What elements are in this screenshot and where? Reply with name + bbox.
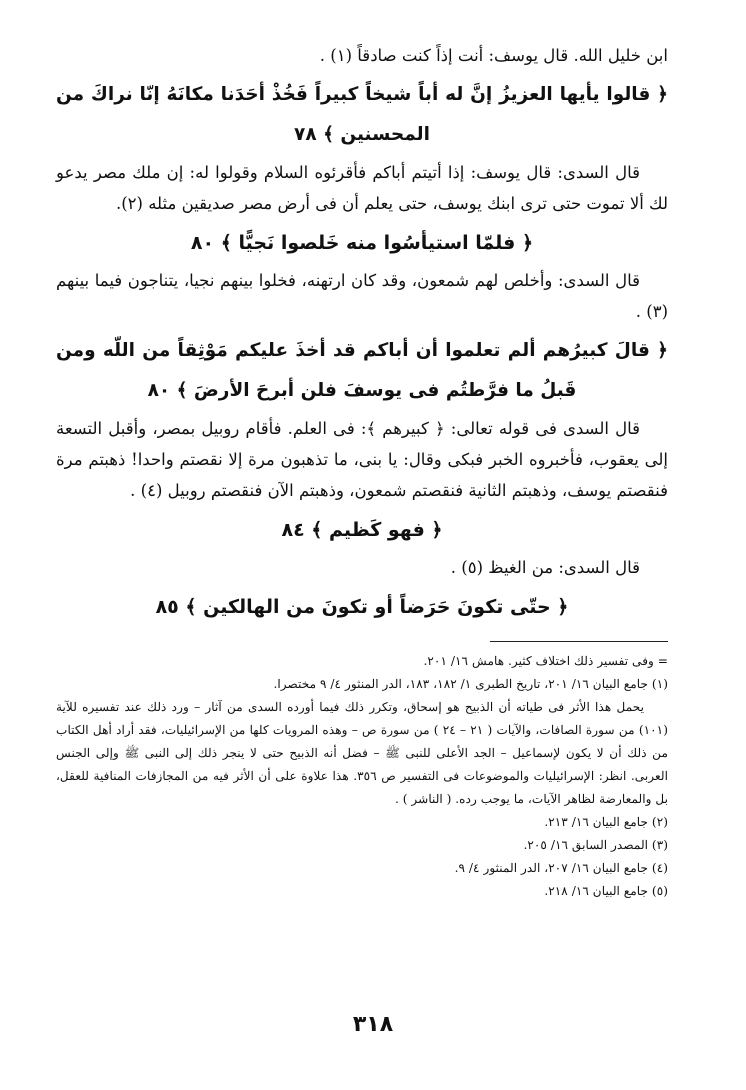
quran-verse-80b: ﴿ قالَ كبيرُهم ألم تعلموا أن أباكم قد أخذَ عليكم مَوْثِقاً من اللّه ومن قَبلُ ما فرَّطتُم فى يوسفَ فلن أبرحَ الأرضَ ﴾ ٨٠ xyxy=(56,340,668,401)
footnote-2: (٢) جامع البيان ١٦/ ٢١٣. xyxy=(544,815,668,829)
quran-verse-84: ﴿ فهو كَظيم ﴾ ٨٤ xyxy=(281,519,443,541)
paragraph-2: قال السدى: قال يوسف: إذا أتيتم أباكم فأقرئوه السلام وقولوا له: إن ملك مصر يدعو لك ألا تموت حتى ترى ابنك يوسف، حتى يعلم أن فى أرض مصر صديقين مثله (٢). xyxy=(56,163,668,213)
quran-verse-78: ﴿ قالوا يأيها العزيزُ إنَّ له أباً شيخاً كبيراً فَخُذْ أحَدَنا مكانَهُ إنّا نراكَ من المحسنين ﴾ ٧٨ xyxy=(56,84,668,145)
footnote-1: (١) جامع البيان ١٦/ ٢٠١، تاريخ الطبرى ١/ ١٨٢، ١٨٣، الدر المنثور ٤/ ٩ مختصرا. xyxy=(273,677,668,691)
footnotes xyxy=(56,650,668,903)
footnote-divider xyxy=(490,641,668,642)
paragraph-3: قال السدى: وأخلص لهم شمعون، وقد كان ارتهنه، فخلوا بينهم نجيا، يتناجون فيما بينهم (٣) . xyxy=(56,271,668,321)
page-content xyxy=(56,40,668,903)
footnote-3: (٣) المصدر السابق ١٦/ ٢٠٥. xyxy=(523,838,668,852)
footnote-carry: = وفى تفسير ذلك اختلاف كثير. هامش ١٦/ ٢٠١. xyxy=(423,654,668,668)
page-number: ٣١٨ xyxy=(352,1012,394,1037)
quran-verse-80a: ﴿ فلمّا استيأسُوا منه خَلصوا نَجيًّا ﴾ ٨٠ xyxy=(190,232,534,254)
footnote-5: (٥) جامع البيان ١٦/ ٢١٨. xyxy=(544,884,668,898)
quran-verse-85: ﴿ حتّى تكونَ حَرَضاً أو تكونَ من الهالكين ﴾ ٨٥ xyxy=(155,596,569,618)
footnote-1-publisher-note: يحمل هذا الأثر فى طياته أن الذبيح هو إسحاق، وتكرر ذلك فيما أورده السدى من آثار – ورد ذلك عند تفسيره للآية (١٠١) من سورة الصافات، والآيات ( ٢١ – ٢٤ ) من سورة ص – وهذه المرويات كلها من الإسرائيليات، فقد أراد أهل الكتاب من ذلك أن لا يكون لإسماعيل – الجد الأعلى للنبى ﷺ – فضل أنه الذبيح حتى لا ينجر ذلك إلى النبى ﷺ وإلى الجنس العربى. انظر: الإسرائيليات والموضوعات فى التفسير ص ٣٥٦. هذا علاوة على أن الأثر فيه من المجازفات المنافية للعقل، بل والمعارضة لظاهر الآيات، ما يوجب رده. ( الناشر ) . xyxy=(56,700,668,806)
paragraph-4: قال السدى فى قوله تعالى: ﴿ كبيرهم ﴾: فى العلم. فأقام روبيل بمصر، وأقبل التسعة إلى يعقوب، فأخبروه الخبر فبكى وقال: يا بنى، ما تذهبون مرة إلا نقصتم واحدا! ذهبتم مرة فنقصتم يوسف، وذهبتم الثانية فنقصتم شمعون، وذهبتم الآن فنقصتم روبيل (٤) . xyxy=(56,419,668,500)
paragraph-1: ابن خليل الله. قال يوسف: أنت إذاً كنت صادقاً (١) . xyxy=(319,46,668,65)
footnote-4: (٤) جامع البيان ١٦/ ٢٠٧، الدر المنثور ٤/ ٩. xyxy=(454,861,668,875)
paragraph-5: قال السدى: من الغيظ (٥) . xyxy=(450,558,640,577)
